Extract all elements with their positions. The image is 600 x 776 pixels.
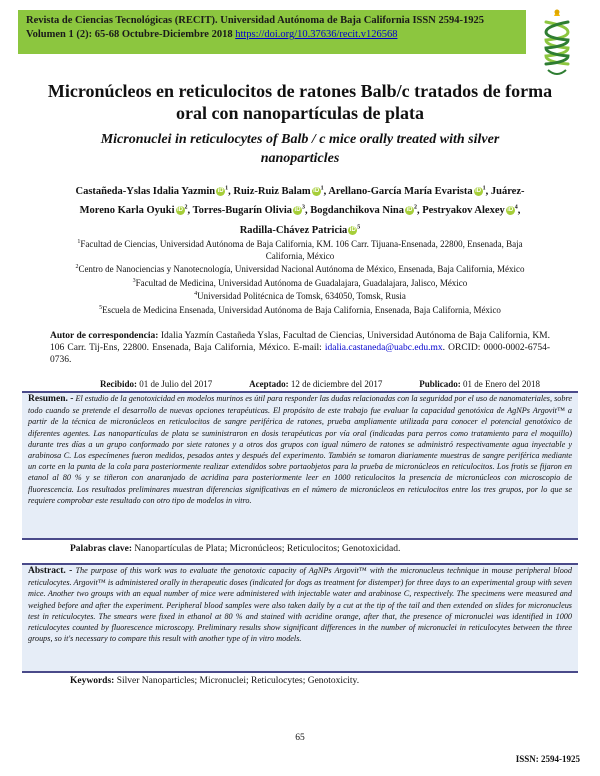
- paper-subtitle: Micronuclei in reticulocytes of Balb / c mice orally treated with silver nanoparticles: [100, 132, 500, 166]
- palabras-clave: [70, 544, 400, 554]
- author-list: [62, 180, 538, 239]
- author-affiliation-mark: 2: [184, 204, 188, 211]
- author-2: [233, 186, 328, 197]
- author-affiliation-mark: 4: [514, 204, 518, 211]
- email-link[interactable]: idalia.castaneda@uabc.edu.mx: [324, 343, 443, 353]
- author-name: Radilla-Chávez Patricia: [239, 224, 348, 236]
- resumen-text: El estudio de la genotoxicidad en modelos murinos es útil para responder las dudas relacionadas con la seguridad por el uso de nanomateriales, sobre todo cuando se pretende el desarrollo de nuevas opciones terapéuticas. El propósito de este trabajo fue evaluar la capacidad genotóxica de AgNPs Argovit™ a partir de la técnica de micronúcleos en reticulocitos de sangre periférica de ratones, prueba ampliamente utilizada para conocer el potencial genotóxico de diferentes agentes. Las nanopartículas de plata se suministraron en dosis terapéuticas por vía oral (indicadas para perros como tratamiento para el moquillo) durante tres días a un grupo conformado por siete ratones y a otros dos grupos con igual número de ratones se administró respectivamente agua inyectable y arabinosa C. Los especímenes fueron medidos, pesados antes y después del experimento. También se tomaron diariamente muestras de sangre periférica mediante un corte en la punta de la cola para posteriormente realizar extendidos sobre portaobjetos para la prueba de micronúcleos en reticulocitos. Los frotis se fijaron en etanol al 80 % y se tiñeron con anaranjado de acridina para posteriormente leer en 1000 reticulocitos la presencia de micronúcleos con microscopio de fluorescencia. Los resultados preliminares muestran diferencias significativas en el número de micronúcleos en reticulocitos entre los tres grupos, por lo que se requiere comprobar este resultado con otro tipo de modelos in vitro.: [28, 394, 572, 505]
- abstract-bottom-rule: [22, 671, 578, 673]
- author-separator: ,: [517, 205, 521, 216]
- affiliation-2: [62, 262, 538, 276]
- published-value: 01 de Enero del 2018: [460, 379, 540, 389]
- affiliation-mark: 1: [77, 239, 81, 245]
- author-affiliation-mark: 2: [413, 204, 417, 211]
- author-separator: ,: [305, 205, 311, 216]
- correspondence-label: Autor de correspondencia:: [50, 331, 159, 341]
- affiliation-text: Escuela de Medicina Ensenada, Universidad Autónoma de Baja California, Ensenada, Baja California, México: [102, 304, 501, 315]
- volume-info: Volumen 1 (2): 65-68 Octubre-Diciembre 2018: [26, 29, 236, 40]
- orcid-icon[interactable]: iD: [507, 207, 514, 214]
- published-label: Publicado:: [419, 379, 461, 389]
- orcid-icon[interactable]: iD: [313, 187, 320, 194]
- keywords: [70, 676, 359, 686]
- accepted-label: Aceptado:: [249, 379, 289, 389]
- author-separator: ,: [228, 185, 234, 197]
- author-5: [193, 205, 311, 216]
- author-affiliation-mark: 1: [225, 185, 229, 191]
- author-separator: ,: [323, 185, 329, 197]
- correspondence-text: Idalia Yazmín Castañeda Yslas, Facultad de Ciencias, Universidad Autónoma de Baja California, KM. 106 Carr. Tij-Ens, 22800. Ensenada, Baja California, México. E-mail:: [50, 331, 551, 353]
- affiliation-3: [62, 276, 538, 290]
- author-6: [310, 205, 422, 216]
- author-affiliation-mark: 1: [482, 185, 486, 191]
- author-name: Ruiz-Ruiz Balam: [233, 185, 311, 197]
- abstract-label: Abstract. -: [28, 566, 73, 576]
- author-name: Bogdanchikova Nina: [310, 205, 404, 216]
- author-separator: ,: [485, 185, 491, 197]
- issn-footer-text: ISSN: 2594-1925: [515, 754, 580, 764]
- affiliation-text: Facultad de Ciencias, Universidad Autónoma de Baja California, KM. 106 Carr. Tijuana-Ensenada, 22800, Ensenada, Baja California, México: [80, 239, 523, 261]
- correspondence-orcid: . ORCID: 0000-0002-6754-0736.: [50, 343, 550, 365]
- correspondence: [50, 330, 550, 366]
- received-date: [100, 379, 212, 389]
- affiliation-mark: 2: [75, 264, 79, 271]
- affiliation-1: [62, 237, 538, 262]
- author-affiliation-mark: 5: [357, 224, 361, 230]
- author-8: [240, 225, 361, 236]
- keywords-text: Silver Nanoparticles; Micronuclei; Reticulocytes; Genotoxicity.: [114, 676, 360, 686]
- author-name: Arellano-García María Evarista: [328, 185, 473, 197]
- affiliation-5: [62, 303, 538, 317]
- journal-header-line2: [26, 28, 518, 42]
- author-separator: ,: [416, 205, 423, 216]
- orcid-icon[interactable]: iD: [177, 207, 184, 214]
- abstract-text: The purpose of this work was to evaluate the genotoxic capacity of AgNPs Argovit™ with the micronucleus technique in mouse peripheral blood reticulocytes. Argovit™ is administered orally in therapeutic doses (indicated for dogs as treatment for distemper) for three days to an experimental group with seven mice. Another two groups with an equal number of mice were administered with injectable water and arabinose C, respectively. The specimens were measured and weighed before and after the experiment. Peripheral blood samples were also taken daily by a cut at the tip of the tail and then extended on slides for micronucleus test in reticulocytes. The smears were fixed in ethanol at 80 % and stained with acridine orange, after that, the presence of micronuclei was identified in 1000 reticulocytes counted by fluorescence microscopy. Preliminary results show significant differences in the number of micronuclei in reticulocytes between the three groups, so it's necessary to compare this result with another type of in vitro models.: [28, 566, 572, 644]
- doi-link[interactable]: https://doi.org/10.37636/recit.v126568: [235, 29, 398, 40]
- affiliation-mark: 5: [99, 304, 103, 311]
- abstract-top-rule: [22, 563, 578, 565]
- affiliation-mark: 4: [194, 291, 198, 298]
- published-date: [419, 379, 540, 389]
- received-value: 01 de Julio del 2017: [137, 379, 213, 389]
- resumen-top-rule: [22, 391, 578, 393]
- keywords-label: Keywords:: [70, 676, 115, 686]
- palabras-clave-label: Palabras clave:: [70, 544, 133, 554]
- resumen-bottom-rule: [22, 538, 578, 540]
- article-dates: [100, 379, 540, 389]
- affiliation-4: [62, 289, 538, 303]
- resumen-box: [22, 391, 578, 540]
- author-name: Juárez-Moreno Karla Oyuki: [79, 185, 525, 216]
- resumen-label: Resumen. -: [28, 394, 74, 404]
- affiliation-text: Universidad Politécnica de Tomsk, 634050, Tomsk, Rusia: [197, 291, 406, 302]
- affiliation-text: Centro de Nanociencias y Nanotecnología, Universidad Nacional Autónoma de México, Ensenada, Baja California, México: [78, 264, 525, 275]
- received-label: Recibido:: [100, 379, 137, 389]
- accepted-value: 12 de diciembre del 2017: [288, 379, 383, 389]
- author-affiliation-mark: 3: [302, 204, 306, 211]
- journal-header-line1: Revista de Ciencias Tecnológicas (RECIT). Universidad Autónoma de Baja California ISSN 2594-1925: [26, 15, 484, 26]
- accepted-date: [249, 379, 382, 389]
- author-name: Torres-Bugarín Olivia: [192, 205, 293, 216]
- author-name: Pestryakov Alexey: [422, 205, 505, 216]
- palabras-clave-text: Nanopartículas de Plata; Micronúcleos; Reticulocitos; Genotoxicidad.: [132, 544, 401, 554]
- author-affiliation-mark: 1: [320, 185, 324, 191]
- orcid-icon[interactable]: iD: [217, 187, 224, 194]
- issn-footer: [440, 754, 580, 764]
- orcid-icon[interactable]: iD: [475, 187, 482, 194]
- author-separator: ,: [187, 205, 193, 216]
- paper-title: Micronúcleos en reticulocitos de ratones Balb/c tratados de forma oral con nanopartículas de plata: [47, 81, 553, 123]
- abstract-box: [22, 563, 578, 673]
- author-7: [422, 205, 520, 216]
- author-name: Castañeda-Yslas Idalia Yazmin: [75, 185, 216, 197]
- journal-logo: [538, 8, 576, 80]
- orcid-icon[interactable]: iD: [294, 207, 301, 214]
- journal-header: [18, 10, 526, 54]
- page-number: 65: [295, 733, 305, 743]
- affiliation-mark: 3: [132, 277, 136, 284]
- author-1: [75, 186, 233, 197]
- orcid-icon[interactable]: iD: [349, 226, 356, 233]
- affiliations: [62, 237, 538, 317]
- affiliation-text: Facultad de Medicina, Universidad Autónoma de Guadalajara, Guadalajara, Jalisco, México: [135, 277, 468, 288]
- orcid-icon[interactable]: iD: [406, 207, 413, 214]
- author-3: [328, 186, 491, 197]
